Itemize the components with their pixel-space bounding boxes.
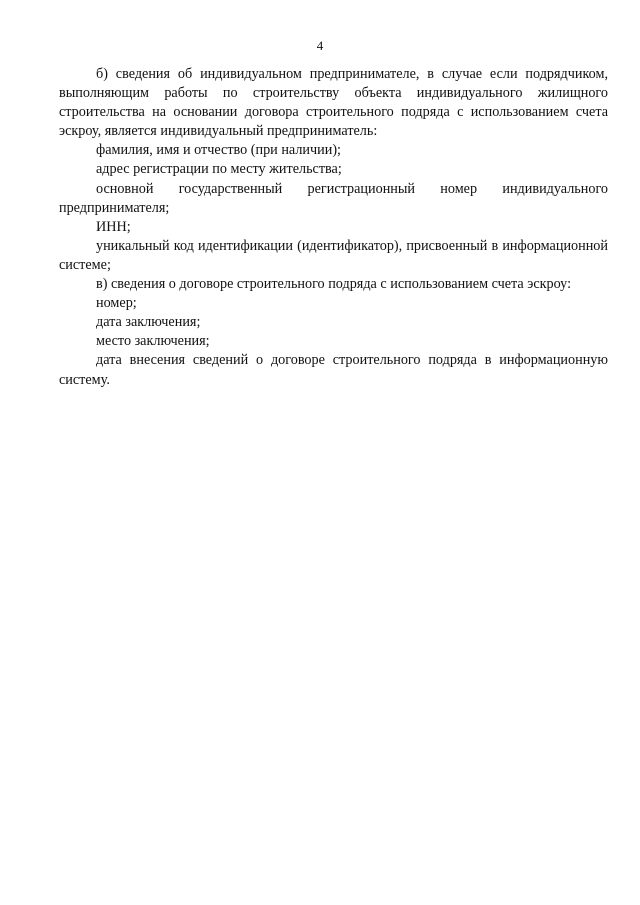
paragraph-inn: ИНН; <box>96 218 131 235</box>
paragraph-contract-number: номер; <box>96 295 137 312</box>
paragraph-contract-place: место заключения; <box>96 333 210 350</box>
paragraph-contract-date: дата заключения; <box>96 314 201 331</box>
paragraph-full-name: фамилия, имя и отчество (при наличии); <box>96 142 341 159</box>
paragraph-entry-date: дата внесения сведений о договоре строительного подряда в информационную систему. <box>59 352 608 388</box>
paragraph-contract-info: в) сведения о договоре строительного подряда с использованием счета эскроу: <box>96 276 572 293</box>
paragraph-ogrnip: основной государственный регистрационный номер индивидуального предпринимателя; <box>59 180 608 216</box>
paragraph-unique-identifier: уникальный код идентификации (идентификатор), присвоенный в информационной системе; <box>59 237 608 273</box>
document-body <box>59 65 608 390</box>
paragraph-individual-entrepreneur-info: б) сведения об индивидуальном предпринимателе, в случае если подрядчиком, выполняющим работы по строительству объекта индивидуального жилищного строительства на основании договора строительного подряда с использованием счета эскроу, является индивидуальный предприниматель: <box>59 66 608 140</box>
page-number: 4 <box>316 38 324 53</box>
paragraph-registration-address: адрес регистрации по месту жительства; <box>96 161 342 178</box>
